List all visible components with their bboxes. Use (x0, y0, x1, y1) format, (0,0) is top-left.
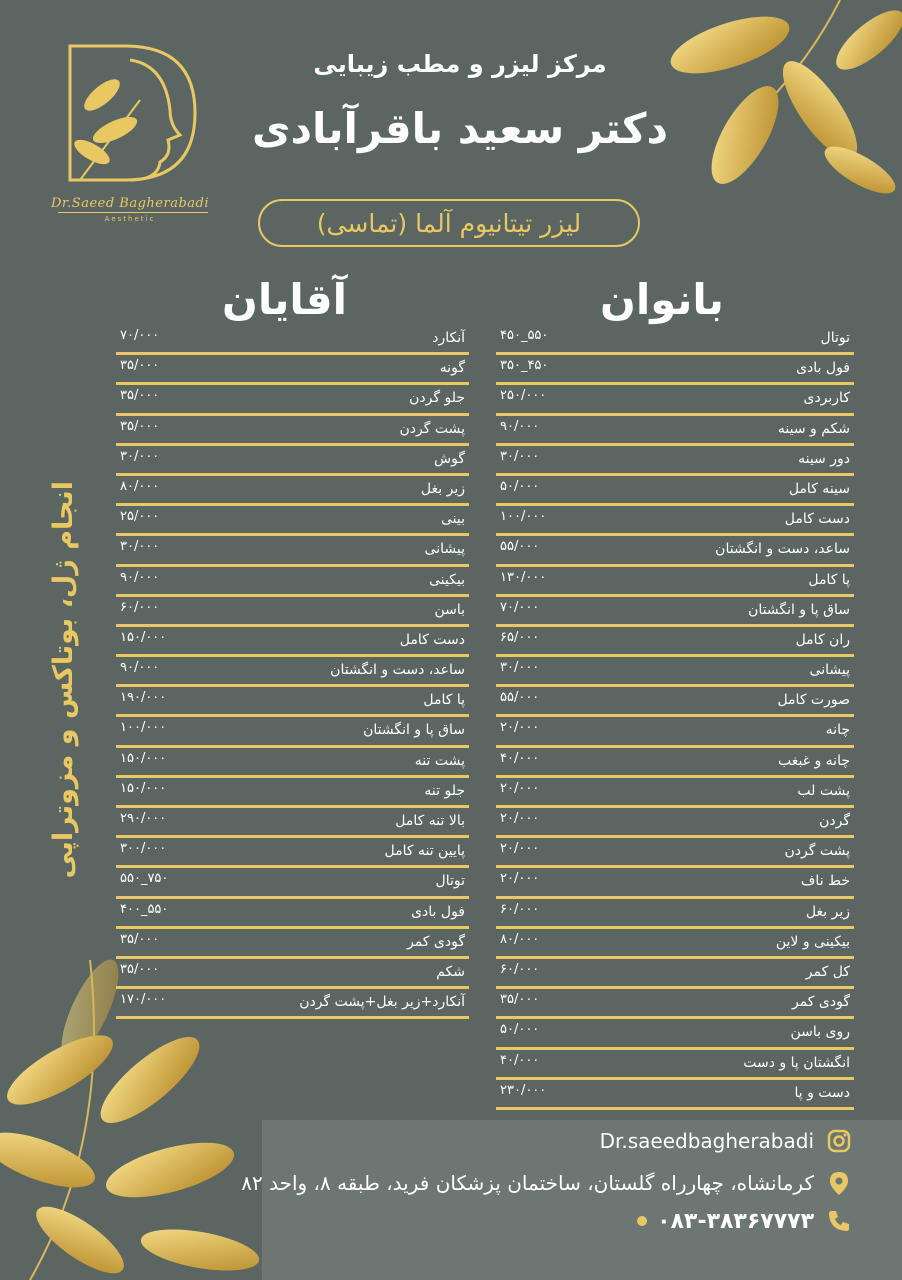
treatment-name: فول بادی (411, 903, 465, 920)
treatment-price: ۱۰۰/۰۰۰ (120, 720, 167, 736)
women-price-row (496, 416, 854, 446)
side-services-text (38, 420, 88, 940)
treatment-name: آنکارد (432, 330, 465, 346)
men-price-row (116, 597, 469, 627)
women-heading: بانوان (600, 275, 724, 324)
treatment-name: باسن (434, 601, 465, 618)
men-price-row (116, 838, 469, 868)
women-price-row (496, 1080, 854, 1110)
men-heading: آقایان (222, 275, 348, 324)
women-price-row (496, 536, 854, 566)
women-price-row (496, 476, 854, 506)
treatment-price: ۳۵/۰۰۰ (500, 992, 540, 1008)
treatment-price: ۴۰/۰۰۰ (500, 1052, 540, 1068)
treatment-name: گوش (434, 450, 465, 467)
treatment-price: ۶۰/۰۰۰ (120, 599, 160, 615)
treatment-price: ۶۰/۰۰۰ (500, 961, 540, 977)
treatment-name: توتال (435, 873, 465, 890)
treatment-price: ۱۵۰/۰۰۰ (120, 750, 167, 766)
logo-divider (58, 212, 208, 213)
treatment-price: ۳۰/۰۰۰ (500, 448, 540, 464)
women-price-row (496, 989, 854, 1019)
men-price-row (116, 476, 469, 506)
men-price-row (116, 687, 469, 717)
men-price-row (116, 868, 469, 898)
treatment-price: ۶۰/۰۰۰ (500, 901, 540, 917)
treatment-price: ۱۰۰/۰۰۰ (500, 509, 547, 525)
men-price-row (116, 989, 469, 1019)
men-price-list (116, 325, 469, 1019)
women-price-row (496, 838, 854, 868)
treatment-name: دست کامل (784, 511, 850, 528)
men-price-row (116, 899, 469, 929)
address-row (241, 1170, 852, 1196)
women-price-row (496, 1019, 854, 1049)
treatment-price: ۵۰/۰۰۰ (500, 478, 540, 494)
treatment-name: چانه (825, 722, 850, 739)
men-price-row (116, 778, 469, 808)
treatment-name: زیر بغل (805, 903, 850, 920)
treatment-price: ۴۵۰_۵۵۰ (500, 328, 549, 343)
treatment-name: ساعد، دست و انگشتان (330, 662, 465, 679)
treatment-price: ۶۵/۰۰۰ (500, 629, 540, 645)
men-price-row (116, 748, 469, 778)
treatment-name: بیکینی و لاین (775, 933, 850, 950)
treatment-price: ۳۵/۰۰۰ (120, 358, 160, 374)
treatment-name: گودی کمر (406, 933, 465, 950)
treatment-price: ۳۰/۰۰۰ (120, 448, 160, 464)
treatment-price: ۴۰۰_۵۵۰ (120, 901, 169, 917)
treatment-price: ۲۳۰/۰۰۰ (500, 1082, 547, 1098)
phone-number[interactable]: ۰۸۳-۳۸۳۶۷۷۷۳ (657, 1208, 814, 1234)
treatment-name: پشت گردن (399, 420, 465, 437)
treatment-price: ۸۰/۰۰۰ (500, 931, 540, 947)
address-text: کرمانشاه، چهارراه گلستان، ساختمان پزشکان فرید، طبقه ۸، واحد ۸۲ (241, 1171, 814, 1195)
treatment-name: پا کامل (423, 692, 465, 709)
treatment-price: ۱۳۰/۰۰۰ (500, 569, 547, 585)
treatment-name: بینی (440, 511, 465, 528)
treatment-name: سینه کامل (788, 480, 850, 497)
treatment-name: جلو تنه (424, 782, 465, 799)
treatment-price: ۸۰/۰۰۰ (120, 478, 160, 494)
men-price-row (116, 808, 469, 838)
phone-row[interactable] (637, 1208, 852, 1234)
treatment-price: ۳۵/۰۰۰ (120, 961, 160, 977)
men-price-row (116, 506, 469, 536)
treatment-price: ۳۵/۰۰۰ (120, 418, 160, 434)
treatment-price: ۱۵۰/۰۰۰ (120, 629, 167, 645)
clinic-subtitle: مرکز لیزر و مطب زیبایی (313, 50, 607, 78)
men-price-row (116, 325, 469, 355)
treatment-price: ۵۵۰_۷۵۰ (120, 871, 169, 887)
treatment-name: پا کامل (808, 571, 850, 588)
men-price-row (116, 536, 469, 566)
treatment-price: ۲۰/۰۰۰ (500, 841, 540, 857)
men-price-row (116, 717, 469, 747)
instagram-icon (826, 1128, 852, 1154)
treatment-price: ۵۰/۰۰۰ (500, 1022, 540, 1038)
treatment-name: ران کامل (795, 631, 850, 648)
treatment-price: ۷۰/۰۰۰ (120, 328, 160, 343)
women-price-row (496, 657, 854, 687)
treatment-name: شکم (436, 963, 465, 980)
treatment-price: ۱۵۰/۰۰۰ (120, 780, 167, 796)
treatment-name: کاربردی (803, 390, 850, 407)
logo-tagline: Aesthetic (104, 215, 156, 223)
treatment-price: ۲۵۰/۰۰۰ (500, 388, 547, 404)
treatment-price: ۳۰/۰۰۰ (500, 660, 540, 676)
women-price-row (496, 808, 854, 838)
treatment-name: پیشانی (809, 662, 850, 679)
treatment-price: ۳۵/۰۰۰ (120, 931, 160, 947)
treatment-name: گونه (439, 360, 465, 377)
men-price-row (116, 385, 469, 415)
treatment-price: ۴۰/۰۰۰ (500, 750, 540, 766)
treatment-name: گردن (819, 813, 850, 829)
service-title-badge: لیزر تیتانیوم آلما (تماسی) (258, 199, 640, 247)
treatment-name: ساعد، دست و انگشتان (715, 541, 850, 558)
treatment-name: روی باسن (790, 1024, 850, 1041)
phone-icon (826, 1208, 852, 1234)
treatment-name: پشت لب (797, 782, 850, 799)
women-price-row (496, 385, 854, 415)
women-price-row (496, 868, 854, 898)
treatment-name: زیر بغل (420, 480, 465, 497)
treatment-name: شکم و سینه (777, 420, 850, 437)
treatment-name: خط ناف (800, 873, 850, 890)
women-price-row (496, 567, 854, 597)
men-price-row (116, 959, 469, 989)
treatment-price: ۲۰/۰۰۰ (500, 811, 540, 826)
treatment-price: ۳۰۰/۰۰۰ (120, 841, 167, 857)
men-price-row (116, 657, 469, 687)
treatment-price: ۳۵/۰۰۰ (120, 388, 160, 404)
treatment-price: ۷۰/۰۰۰ (500, 599, 540, 615)
men-price-row (116, 446, 469, 476)
women-price-row (496, 506, 854, 536)
side-services-label: انجام ژل، بوتاکس و مزوتراپی (47, 481, 79, 879)
clinic-title: دکتر سعید باقرآبادی (251, 104, 669, 153)
treatment-name: پشت گردن (784, 843, 850, 860)
women-price-row (496, 627, 854, 657)
treatment-price: ۲۵/۰۰۰ (120, 509, 160, 525)
treatment-name: بالا تنه کامل (395, 813, 465, 829)
women-price-row (496, 959, 854, 989)
treatment-price: ۲۰/۰۰۰ (500, 871, 540, 887)
treatment-name: چانه و غبغب (777, 752, 850, 769)
women-price-row (496, 355, 854, 385)
women-price-list (496, 325, 854, 1110)
treatment-name: جلو گردن (409, 390, 465, 407)
treatment-name: توتال (820, 330, 850, 346)
location-pin-icon (826, 1170, 852, 1196)
treatment-name: پشت تنه (414, 752, 465, 769)
treatment-price: ۲۹۰/۰۰۰ (120, 811, 167, 826)
women-price-row (496, 1050, 854, 1080)
treatment-name: دست کامل (399, 631, 465, 648)
men-price-row (116, 567, 469, 597)
treatment-name: دور سینه (798, 450, 850, 467)
treatment-name: ساق پا و انگشتان (748, 601, 850, 618)
treatment-name: پایین تنه کامل (384, 843, 465, 860)
treatment-name: پیشانی (424, 541, 465, 558)
treatment-price: ۵۵/۰۰۰ (500, 539, 540, 555)
women-price-row (496, 748, 854, 778)
women-price-row (496, 325, 854, 355)
gold-leaves-top-right (660, 0, 902, 200)
men-price-row (116, 627, 469, 657)
treatment-name: دست و پا (794, 1084, 850, 1101)
instagram-handle[interactable]: Dr.saeedbagherabadi (599, 1129, 814, 1153)
treatment-name: انگشتان پا و دست (743, 1054, 850, 1071)
treatment-name: ساق پا و انگشتان (363, 722, 465, 739)
treatment-name: آنکارد+زیر بغل+پشت گردن (299, 994, 465, 1011)
men-price-row (116, 416, 469, 446)
women-price-row (496, 778, 854, 808)
treatment-name: کل کمر (805, 963, 850, 980)
women-price-row (496, 899, 854, 929)
treatment-name: گودی کمر (791, 994, 850, 1011)
men-price-row (116, 355, 469, 385)
treatment-price: ۹۰/۰۰۰ (120, 660, 160, 676)
women-price-row (496, 717, 854, 747)
women-price-row (496, 687, 854, 717)
bullet-dot (637, 1216, 647, 1226)
men-price-row (116, 929, 469, 959)
treatment-price: ۱۷۰/۰۰۰ (120, 992, 167, 1008)
treatment-price: ۱۹۰/۰۰۰ (120, 690, 167, 706)
treatment-price: ۳۵۰_۴۵۰ (500, 358, 549, 374)
treatment-price: ۳۰/۰۰۰ (120, 539, 160, 555)
logo-name: Dr.Saeed Bagherabadi (50, 196, 210, 211)
women-price-row (496, 597, 854, 627)
treatment-price: ۹۰/۰۰۰ (500, 418, 540, 434)
treatment-price: ۲۰/۰۰۰ (500, 720, 540, 736)
instagram-row[interactable] (600, 1128, 852, 1154)
treatment-price: ۲۰/۰۰۰ (500, 780, 540, 796)
women-price-row (496, 929, 854, 959)
treatment-price: ۹۰/۰۰۰ (120, 569, 160, 585)
treatment-name: بیکینی (429, 571, 465, 588)
treatment-name: فول بادی (796, 360, 850, 377)
women-price-row (496, 446, 854, 476)
treatment-price: ۵۵/۰۰۰ (500, 690, 540, 706)
treatment-name: صورت کامل (777, 692, 850, 709)
